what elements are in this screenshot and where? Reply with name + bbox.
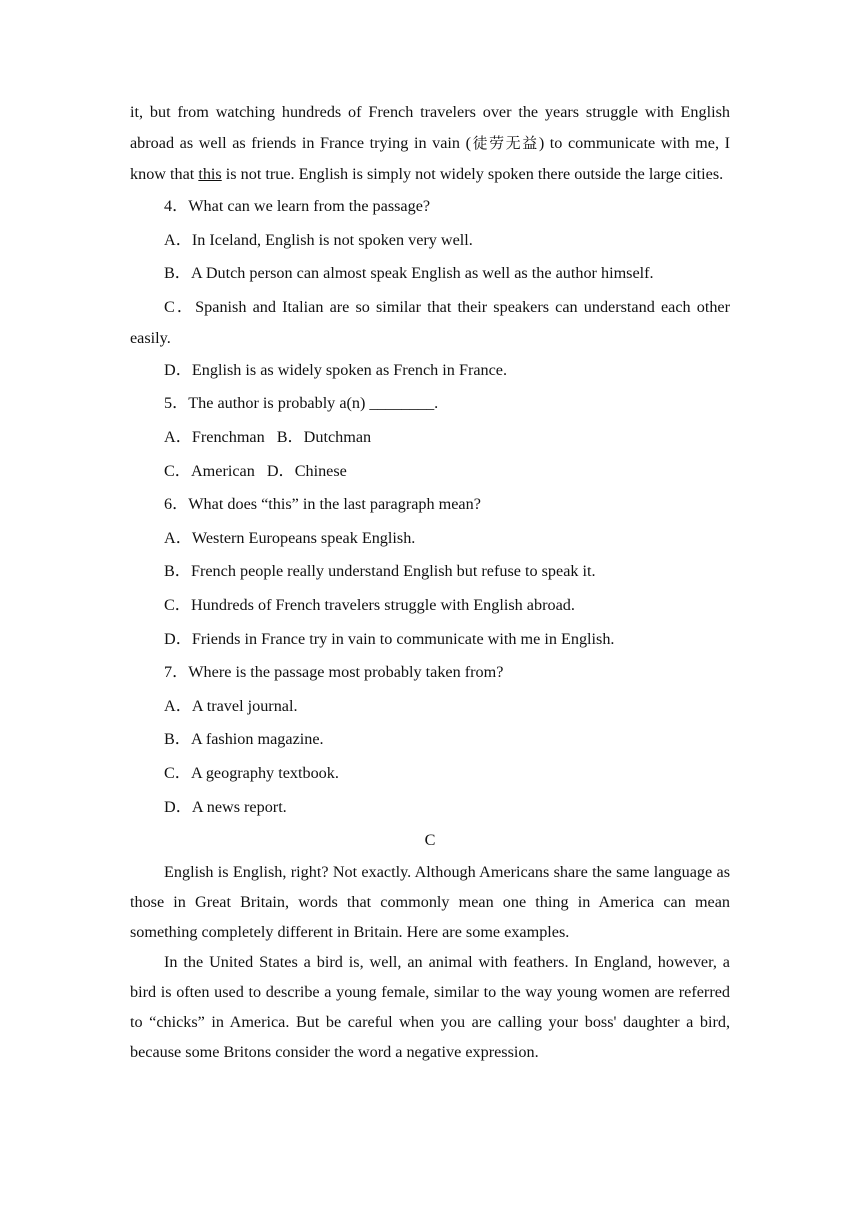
- passage-text: ) to communicate with me, I know that: [130, 134, 730, 183]
- question-6-option-a: A．Western Europeans speak English.: [164, 528, 416, 547]
- question-5-option-row-2: [130, 455, 730, 489]
- question-7-option-d: D．A news report.: [164, 797, 287, 816]
- question-7-option-c: C．A geography textbook.: [164, 763, 339, 782]
- question-5-option-a: A．Frenchman: [164, 427, 265, 446]
- question-5-option-b: B．Dutchman: [276, 427, 372, 446]
- question-4-option-d: D．English is as widely spoken as French in France.: [164, 360, 508, 379]
- question-6-option-c: C．Hundreds of French travelers struggle with English abroad.: [164, 595, 575, 614]
- question-5-option-d: D．Chinese: [266, 461, 347, 480]
- question-6-option-d: D．Friends in France try in vain to communicate with me in English.: [164, 629, 615, 648]
- chinese-gloss: 徒劳无益: [471, 134, 539, 152]
- question-5-option-row-1: [130, 421, 730, 455]
- question-7-stem: 7．Where is the passage most probably taken from?: [164, 663, 504, 682]
- section-c-paragraph-2: In the United States a bird is, well, an animal with feathers. In England, however, a bird is often used to describe a young female, similar to the way young women are referred to “chicks” in America. But be careful when you are calling your boss' daughter a bird, because some Britons consider the word a negative expression.: [130, 953, 730, 1062]
- passage-text: it, but from watching hundreds of French travelers over the years struggle with English abroad as well as friends in France trying in vain (: [130, 103, 730, 152]
- question-4-option-c: C．Spanish and Italian are so similar that their speakers can understand each other easily.: [130, 297, 730, 347]
- document-page: [130, 97, 730, 1067]
- question-6-option-b: B．French people really understand English but refuse to speak it.: [164, 562, 596, 581]
- question-5-stem: 5．The author is probably a(n) ________.: [164, 394, 439, 413]
- underlined-word: this: [198, 165, 222, 183]
- section-c-heading: C: [424, 831, 436, 850]
- question-7-option-a: A．A travel journal.: [164, 696, 298, 715]
- question-6-stem: 6．What does “this” in the last paragraph mean?: [164, 495, 481, 514]
- question-4-option-b: B．A Dutch person can almost speak English as well as the author himself.: [164, 264, 654, 283]
- question-5-option-c: C．American: [164, 461, 255, 480]
- passage-b-final-paragraph: [130, 97, 730, 190]
- question-4-stem: 4．What can we learn from the passage?: [164, 197, 431, 215]
- passage-text: is not true. English is simply not widely spoken there outside the large cities.: [221, 165, 724, 183]
- question-4-option-a: A．In Iceland, English is not spoken very well.: [164, 230, 473, 249]
- question-7-option-b: B．A fashion magazine.: [164, 730, 324, 749]
- section-c-paragraph-1: English is English, right? Not exactly. Although Americans share the same language as those in Great Britain, words that commonly mean one thing in America can mean something completely different in Britain. Here are some examples.: [130, 863, 730, 942]
